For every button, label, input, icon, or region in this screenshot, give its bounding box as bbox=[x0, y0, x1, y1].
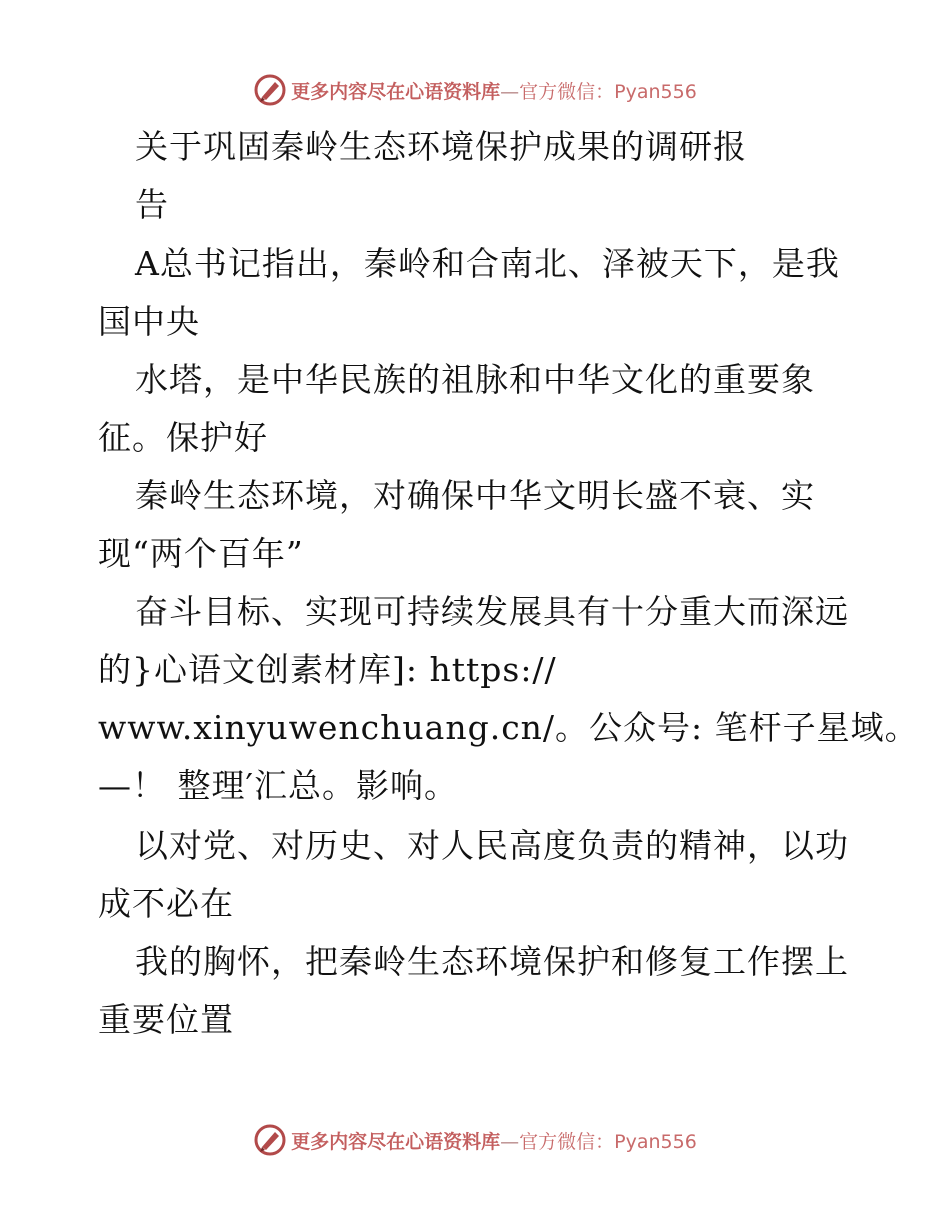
paragraph-line: 的}心语文创素材库]: https:// bbox=[98, 650, 557, 689]
footer-watermark-banner bbox=[0, 1120, 950, 1160]
paragraph-line: 国中央 bbox=[98, 302, 200, 341]
paragraph-line: 水塔，是中华民族的祖脉和中华文化的重要象 bbox=[135, 360, 815, 399]
watermark-wechat: 官方微信：Pyan556 bbox=[519, 1130, 697, 1153]
watermark-text bbox=[291, 1127, 697, 1154]
paragraph-line: 我的胸怀，把秦岭生态环境保护和修复工作摆上 bbox=[135, 942, 849, 981]
document-title-line-1: 关于巩固秦岭生态环境保护成果的调研报 bbox=[135, 127, 747, 166]
paragraph-line: 秦岭生态环境，对确保中华文明长盛不衰、实 bbox=[135, 476, 815, 515]
paragraph-line: A总书记指出，秦岭和合南北、泽被天下，是我 bbox=[135, 244, 840, 283]
paragraph-line: 以对党、对历史、对人民高度负责的精神，以功 bbox=[135, 826, 849, 865]
paragraph-line: 成不必在 bbox=[98, 884, 234, 923]
paragraph-line: 征。保护好 bbox=[98, 418, 268, 457]
paragraph-line: —！ 整理′汇总。影响。 bbox=[98, 766, 458, 805]
document-title-line-2: 告 bbox=[135, 185, 169, 224]
watermark-separator: — bbox=[500, 1130, 520, 1153]
paragraph-line: 重要位置 bbox=[98, 1000, 234, 1039]
paragraph-line: www.xinyuwenchuang.cn/。公众号: 笔杆子星域。 bbox=[98, 708, 919, 747]
paragraph-line: 现“两个百年” bbox=[98, 534, 304, 573]
paragraph-line: 奋斗目标、实现可持续发展具有十分重大而深远 bbox=[135, 592, 849, 631]
pen-logo-icon bbox=[253, 1123, 287, 1157]
watermark-wechat: 官方微信：Pyan556 bbox=[519, 80, 697, 103]
watermark-prefix: 更多内容尽在心语资料库 bbox=[291, 80, 501, 103]
watermark-prefix: 更多内容尽在心语资料库 bbox=[291, 1130, 501, 1153]
watermark-separator: — bbox=[500, 80, 520, 103]
